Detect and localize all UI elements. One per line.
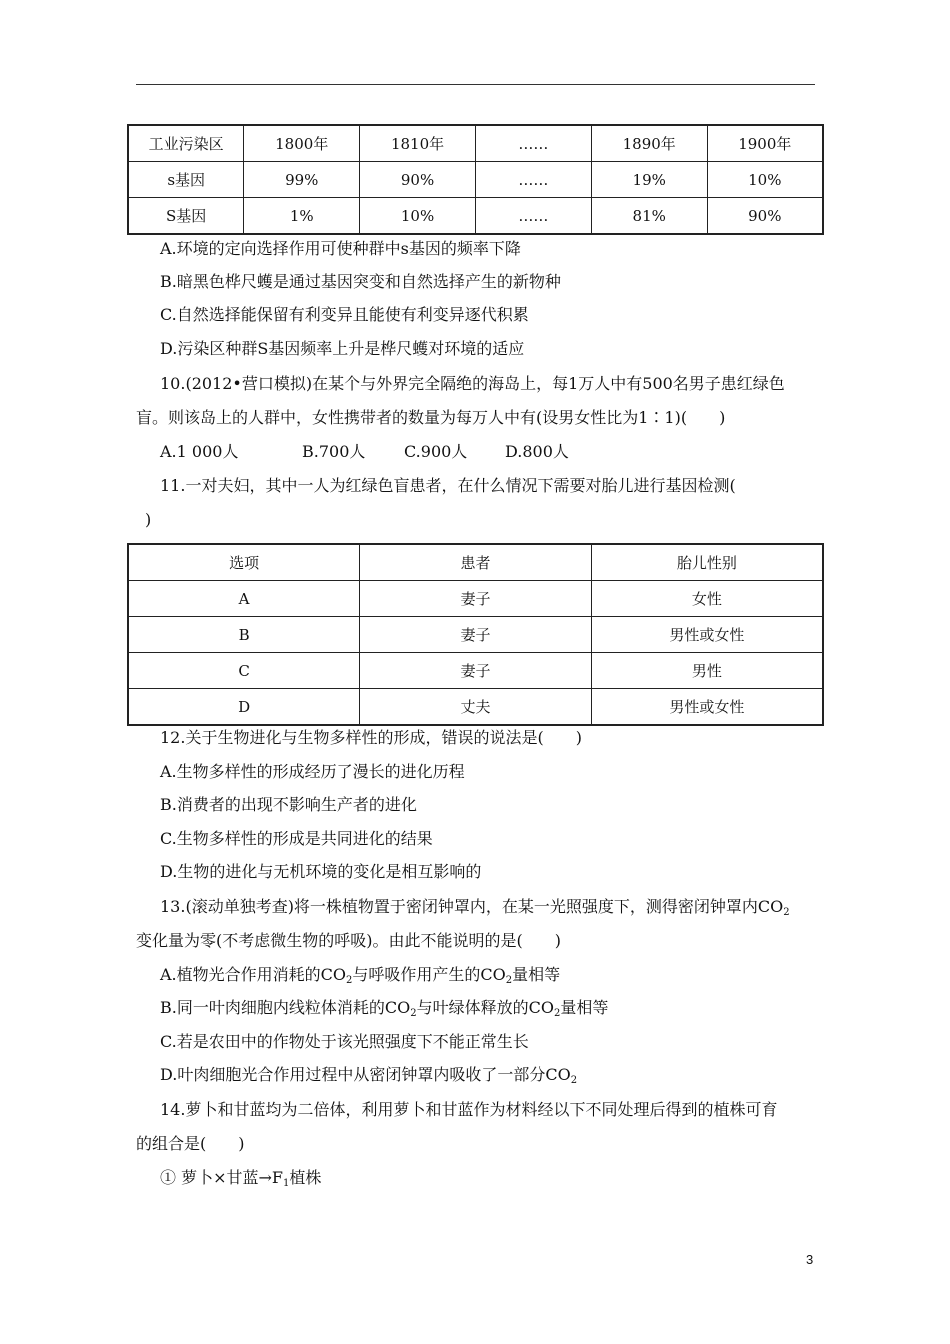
table-cell: 1890年: [591, 125, 707, 162]
table-cell: 妻子: [360, 653, 592, 689]
table-cell: 1900年: [707, 125, 823, 162]
gene-frequency-table: [127, 124, 824, 235]
q13-option-d: D.叶肉细胞光合作用过程中从密闭钟罩内吸收了一部分$CO_2$: [160, 1065, 578, 1086]
q12-stem: 12.关于生物进化与生物多样性的形成，错误的说法是( ): [160, 728, 582, 747]
table-cell: 1800年: [244, 125, 360, 162]
q14-stem-line1: 14.萝卜和甘蓝均为二倍体，利用萝卜和甘蓝作为材料经以下不同处理后得到的植株可育: [160, 1100, 778, 1119]
q9-option-c: C.自然选择能保留有利变异且能使有利变异逐代积累: [160, 305, 529, 324]
q11-stem-line1: 11.一对夫妇，其中一人为红绿色盲患者，在什么情况下需要对胎儿进行基因检测(: [160, 476, 736, 495]
table-cell: D: [128, 689, 360, 726]
q13-stem-line1: 13.(滚动单独考查)将一株植物置于密闭钟罩内，在某一光照强度下，测得密闭钟罩内$CO_2$: [160, 897, 790, 918]
table-cell: 90%: [707, 198, 823, 235]
table-cell: B: [128, 617, 360, 653]
table-cell: ……: [475, 125, 591, 162]
table-row: [128, 581, 823, 617]
table-row: [128, 544, 823, 581]
q12-option-a: A.生物多样性的形成经历了漫长的进化历程: [160, 762, 465, 781]
table-row: [128, 617, 823, 653]
page-number: 3: [806, 1252, 814, 1267]
table-cell: C: [128, 653, 360, 689]
table-cell: 10%: [360, 198, 476, 235]
table-cell: 1%: [244, 198, 360, 235]
table-cell: A: [128, 581, 360, 617]
q14-stem-line2: 的组合是( ): [136, 1134, 245, 1153]
q10-option-d: D.800人: [505, 442, 569, 461]
table-cell: 男性或女性: [591, 617, 823, 653]
q10-option-a: A.1 000人: [160, 442, 239, 461]
table-cell: 女性: [591, 581, 823, 617]
color-blind-table: [127, 543, 824, 726]
q9-option-a: A.环境的定向选择作用可使种群中s基因的频率下降: [160, 239, 521, 258]
table-row: [128, 653, 823, 689]
q13-option-b: B.同一叶肉细胞内线粒体消耗的$CO_2$与叶绿体释放的$CO_2$量相等: [160, 998, 609, 1019]
table-row: [128, 689, 823, 726]
table-cell: 99%: [244, 162, 360, 198]
q10-option-b: B.700人: [302, 442, 366, 461]
header-rule: [136, 84, 815, 85]
table-cell: 工业污染区: [128, 125, 244, 162]
q9-option-d: D.污染区种群S基因频率上升是桦尺蠖对环境的适应: [160, 339, 525, 358]
q10-option-c: C.900人: [404, 442, 468, 461]
table-cell: 男性: [591, 653, 823, 689]
q13-option-a: A.植物光合作用消耗的$CO_2$与呼吸作用产生的$CO_2$量相等: [160, 965, 561, 986]
q14-item-1: ① 萝卜×甘蓝$\to F_1$植株: [160, 1168, 322, 1189]
q12-option-c: C.生物多样性的形成是共同进化的结果: [160, 829, 433, 848]
table-row: [128, 125, 823, 162]
table-cell: ……: [475, 198, 591, 235]
table-cell: s基因: [128, 162, 244, 198]
q10-stem-line1: 10.(2012•营口模拟)在某个与外界完全隔绝的海岛上，每1万人中有500名男子患红绿色: [160, 374, 785, 393]
table-cell: 妻子: [360, 581, 592, 617]
table-cell: 选项: [128, 544, 360, 581]
q10-stem-line2: 盲。则该岛上的人群中，女性携带者的数量为每万人中有(设男女性比为1∶1)( ): [136, 408, 726, 427]
table-cell: S基因: [128, 198, 244, 235]
q11-stem-line2: ): [145, 510, 152, 529]
table-cell: 男性或女性: [591, 689, 823, 726]
table-cell: 丈夫: [360, 689, 592, 726]
table-cell: 81%: [591, 198, 707, 235]
q12-option-b: B.消费者的出现不影响生产者的进化: [160, 795, 417, 814]
table-cell: 胎儿性别: [591, 544, 823, 581]
table-row: [128, 162, 823, 198]
table-cell: 19%: [591, 162, 707, 198]
table-cell: 妻子: [360, 617, 592, 653]
table-cell: 10%: [707, 162, 823, 198]
q13-stem-line2: 变化量为零(不考虑微生物的呼吸)。由此不能说明的是( ): [136, 931, 561, 950]
table-cell: 患者: [360, 544, 592, 581]
q9-option-b: B.暗黑色桦尺蠖是通过基因突变和自然选择产生的新物种: [160, 272, 561, 291]
table-cell: ……: [475, 162, 591, 198]
q12-option-d: D.生物的进化与无机环境的变化是相互影响的: [160, 862, 482, 881]
q13-option-c: C.若是农田中的作物处于该光照强度下不能正常生长: [160, 1032, 529, 1051]
table-cell: 90%: [360, 162, 476, 198]
table-row: [128, 198, 823, 235]
table-cell: 1810年: [360, 125, 476, 162]
